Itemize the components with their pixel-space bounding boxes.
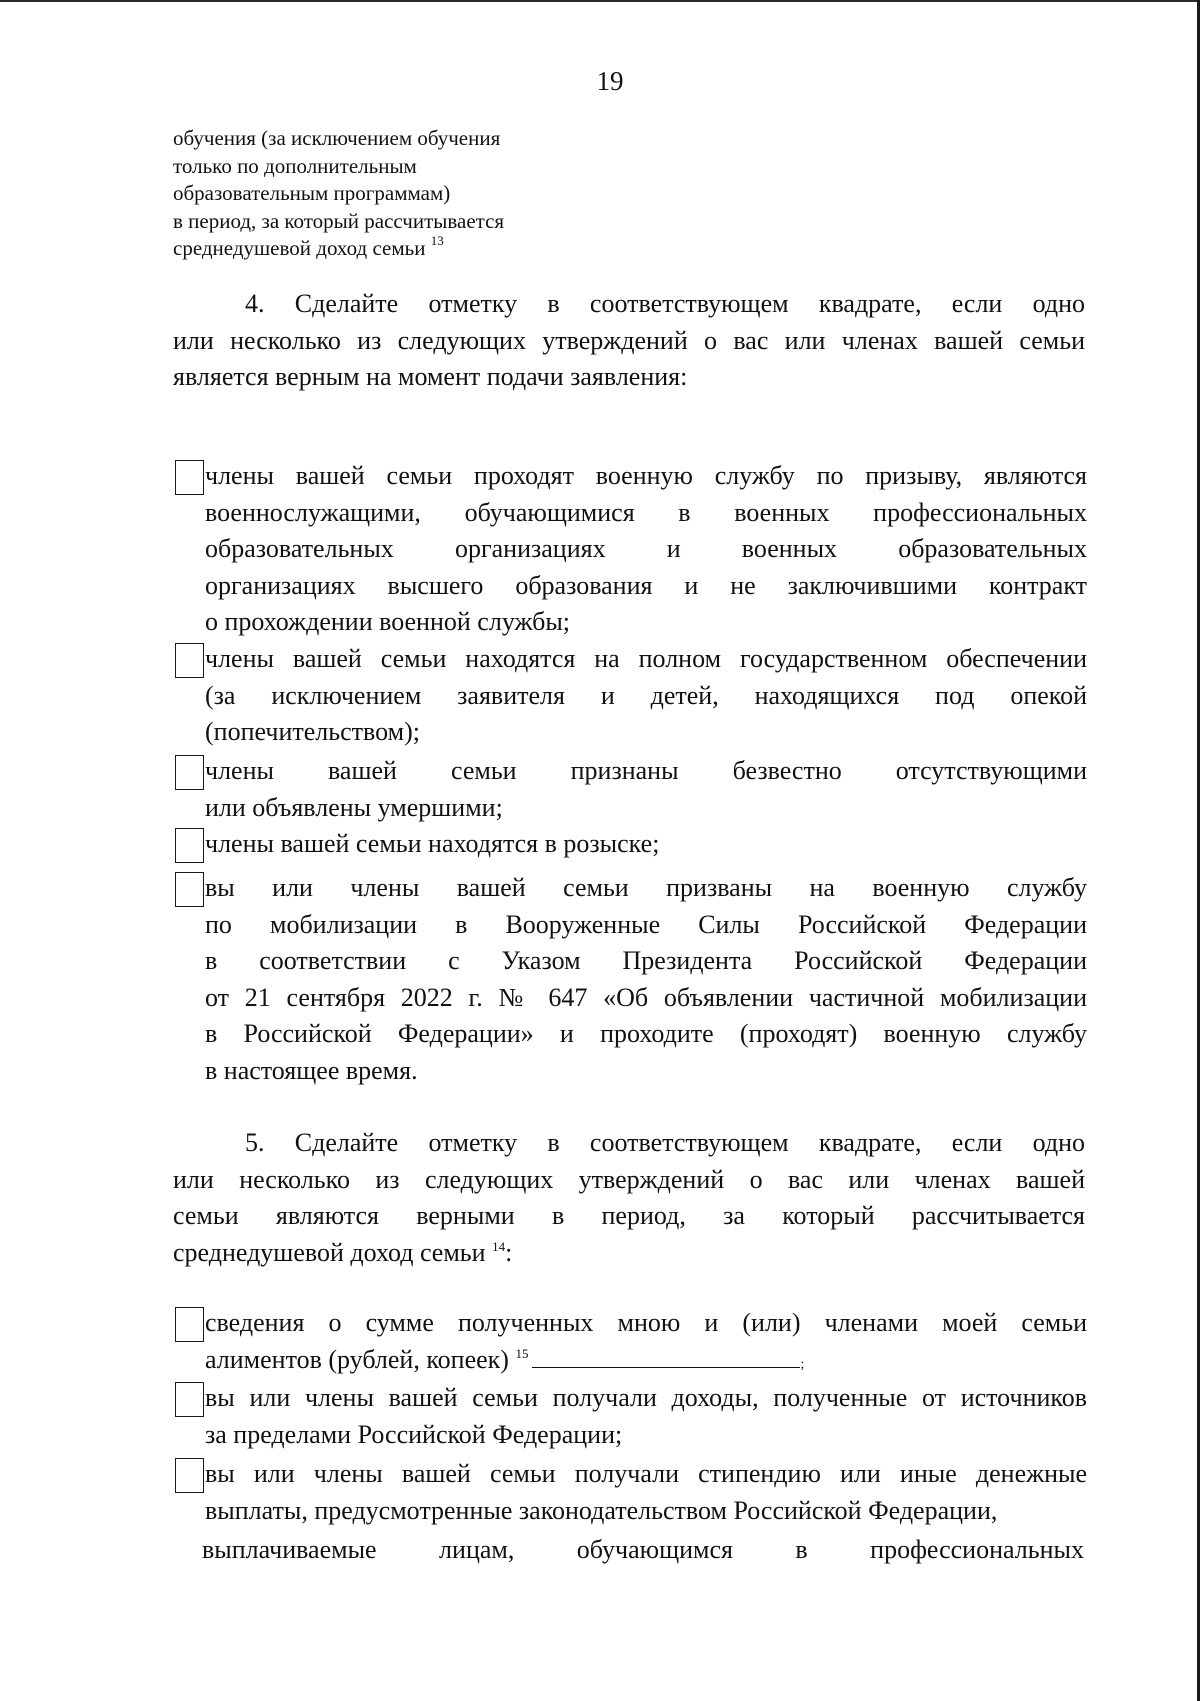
checkbox[interactable] bbox=[175, 643, 204, 678]
item-line: или объявлены умершими; bbox=[205, 792, 503, 822]
item-line: вы или члены вашей семьи получали стипендию или иные денежные bbox=[205, 1459, 1087, 1488]
item-line: члены вашей семьи признаны безвестно отсутствующими bbox=[205, 756, 1087, 785]
item-line: образовательных организациях и военных образовательных bbox=[205, 534, 1087, 563]
section-4-intro bbox=[173, 286, 1085, 396]
item-line: в соответствии с Указом Президента Российской Федерации bbox=[205, 946, 1087, 975]
checkbox[interactable] bbox=[175, 1382, 204, 1417]
section-4-line: 4. Сделайте отметку в соответствующем квадрате, если одно bbox=[245, 289, 1085, 318]
item-line: алиментов (рублей, копеек) bbox=[205, 1344, 509, 1374]
checkbox[interactable] bbox=[175, 1458, 204, 1493]
top-line: в период, за который рассчитывается bbox=[173, 208, 505, 233]
trailing-text-body bbox=[202, 1532, 1084, 1569]
item-line: за пределами Российской Федерации; bbox=[205, 1419, 623, 1449]
alimony-amount-field[interactable] bbox=[532, 1349, 800, 1368]
checkbox[interactable] bbox=[175, 872, 204, 907]
footnote-ref: 13 bbox=[430, 233, 444, 248]
item-line: (за исключением заявителя и детей, находящихся под опекой bbox=[205, 680, 1087, 710]
section-5-line-with-footnote bbox=[173, 1235, 1085, 1276]
item-line: в настоящее время. bbox=[205, 1055, 418, 1085]
section-5-line: или несколько из следующих утверждений о вас или членах вашей bbox=[173, 1164, 1085, 1194]
top-line: только по дополнительным bbox=[173, 153, 417, 178]
checkbox-item-text bbox=[205, 641, 1087, 751]
top-line: образовательным программам) bbox=[173, 181, 451, 205]
footnote-ref: 14 bbox=[492, 1238, 506, 1254]
top-line: среднедушевой доход семьи bbox=[173, 236, 426, 260]
item-line: от 21 сентября 2022 г. № 647 «Об объявлении частичной мобилизации bbox=[205, 982, 1087, 1012]
checkbox-item-text bbox=[205, 753, 1087, 826]
item-line: по мобилизации в Вооруженные Силы Российской Федерации bbox=[205, 909, 1087, 939]
item-line: организациях высшего образования и не заключившими контракт bbox=[205, 570, 1087, 600]
section-5-intro bbox=[173, 1125, 1085, 1275]
checkbox-item-text bbox=[205, 458, 1087, 641]
checkbox[interactable] bbox=[175, 460, 204, 495]
item-line: о прохождении военной службы; bbox=[205, 607, 571, 636]
checkbox[interactable] bbox=[175, 755, 204, 790]
item-line: члены вашей семьи проходят военную службу по призыву, являются bbox=[205, 461, 1087, 490]
item-line: члены вашей семьи находятся в розыске; bbox=[205, 829, 660, 858]
top-line: обучения (за исключением обучения bbox=[173, 126, 501, 150]
footnote-ref: 15 bbox=[515, 1345, 529, 1361]
checkbox-item-text bbox=[205, 1456, 1087, 1529]
section-5-line: семьи являются верными в период, за который рассчитывается bbox=[173, 1201, 1085, 1230]
scan-edge-top bbox=[0, 0, 1200, 2]
checkbox-item-text bbox=[205, 870, 1087, 1089]
item-line: выплаты, предусмотренные законодательством Российской Федерации, bbox=[205, 1495, 998, 1525]
section-5-line: среднедушевой доход семьи bbox=[173, 1237, 486, 1267]
top-line-with-footnote bbox=[173, 235, 504, 265]
item-line: в Российской Федерации» и проходите (проходят) военную службу bbox=[205, 1019, 1087, 1048]
section-4-line: является верным на момент подачи заявления: bbox=[173, 362, 688, 391]
checkbox-item-text bbox=[205, 1380, 1087, 1453]
top-continuation-block bbox=[173, 125, 504, 265]
colon: : bbox=[505, 1237, 513, 1267]
checkbox-item-text bbox=[205, 1305, 1087, 1383]
page-number: 19 bbox=[596, 66, 624, 96]
item-line: сведения о сумме полученных мною и (или) членами моей семьи bbox=[205, 1308, 1087, 1337]
alimony-line bbox=[205, 1342, 1087, 1384]
semicolon: ; bbox=[800, 1356, 805, 1372]
checkbox[interactable] bbox=[175, 1307, 204, 1342]
checkbox-item-text bbox=[205, 826, 1087, 863]
item-line: (попечительством); bbox=[205, 717, 420, 746]
item-line: вы или члены вашей семьи получали доходы, полученные от источников bbox=[205, 1383, 1087, 1412]
item-line: вы или члены вашей семьи призваны на военную службу bbox=[205, 873, 1087, 902]
item-line: выплачиваемые лицам, обучающимся в профессиональных bbox=[202, 1535, 1084, 1564]
item-line: члены вашей семьи находятся на полном государственном обеспечении bbox=[205, 644, 1087, 673]
section-4-line: или несколько из следующих утверждений о вас или членах вашей семьи bbox=[173, 325, 1085, 355]
section-5-line: 5. Сделайте отметку в соответствующем квадрате, если одно bbox=[245, 1128, 1085, 1157]
item-line: военнослужащими, обучающимися в военных профессиональных bbox=[205, 497, 1087, 527]
checkbox[interactable] bbox=[175, 828, 204, 863]
